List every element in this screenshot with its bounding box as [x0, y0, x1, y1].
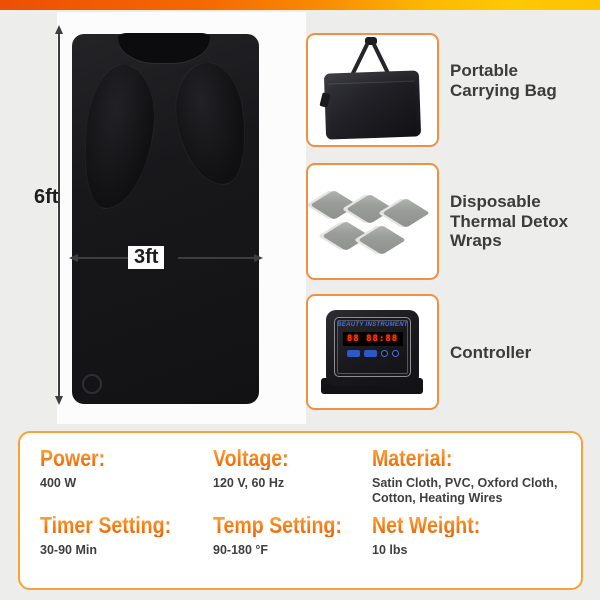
spec-material-value: [372, 476, 557, 507]
controller-button-icon: [381, 350, 388, 357]
top-accent-bar: [0, 0, 600, 10]
arrow-up-icon: [55, 25, 63, 34]
height-dimension-line: [58, 33, 60, 397]
spec-power: [40, 447, 117, 491]
spec-weight: [372, 514, 499, 558]
blanket-collar: [118, 33, 210, 63]
spec-weight-label: Net Weight:: [372, 512, 481, 538]
spec-voltage-label: Voltage:: [213, 445, 289, 471]
arrow-down-icon: [55, 396, 63, 405]
controller-button-icon: [364, 350, 377, 357]
detox-wrap-pad: [382, 198, 430, 228]
controller-label: Controller: [450, 343, 532, 362]
spec-timer: [40, 514, 194, 558]
spec-power-value: 400 W: [40, 476, 77, 490]
blanket-photo-area: [57, 12, 306, 424]
spec-timer-value: 30-90 Min: [40, 543, 97, 557]
controller-image: [326, 310, 419, 386]
controller-button-icon: [392, 350, 399, 357]
detox-wraps-card: [306, 163, 439, 280]
detox-wraps-label: Disposable Thermal Detox Wraps: [450, 192, 569, 251]
detox-wrap-pad: [358, 225, 406, 255]
carrying-bag-label: Portable Carrying Bag: [450, 61, 557, 100]
spec-power-label: Power:: [40, 445, 106, 471]
controller-panel: [334, 317, 411, 377]
width-dimension-line-right: [178, 257, 256, 259]
sauna-blanket: [72, 34, 259, 404]
carrying-bag-image: [324, 70, 421, 139]
spec-material-line1: Satin Cloth, PVC, Oxford Cloth,: [372, 476, 558, 490]
controller-card: [306, 294, 439, 410]
blanket-left-sleeve: [76, 60, 161, 213]
width-dimension-line-left: [76, 257, 128, 259]
spec-material: [372, 447, 557, 507]
spec-voltage-value: 120 V, 60 Hz: [213, 476, 285, 490]
spec-weight-value: 10 lbs: [372, 543, 408, 557]
spec-temp: [213, 514, 365, 558]
bag-seam: [328, 81, 414, 85]
spec-panel: [18, 431, 583, 590]
arrow-right-icon: [254, 254, 263, 262]
blanket-grommet: [82, 374, 102, 394]
carrying-bag-card: [306, 33, 439, 147]
height-dimension-label: 6ft: [34, 186, 59, 208]
spec-timer-label: Timer Setting:: [40, 512, 172, 538]
controller-button-icon: [347, 350, 360, 357]
controller-buttons: [335, 350, 410, 357]
controller-led-display: 88 88:88: [343, 332, 403, 346]
spec-material-label: Material:: [372, 447, 530, 470]
controller-brand-text: BEAUTY INSTRUMENT: [337, 322, 408, 328]
blanket-right-sleeve: [169, 58, 254, 190]
spec-voltage: [213, 447, 302, 491]
arrow-left-icon: [69, 254, 78, 262]
spec-temp-value: 90-180 °F: [213, 543, 269, 557]
spec-material-line2: Cotton, Heating Wires: [372, 491, 503, 506]
width-dimension-label: 3ft: [128, 246, 164, 269]
spec-temp-label: Temp Setting:: [213, 512, 342, 538]
